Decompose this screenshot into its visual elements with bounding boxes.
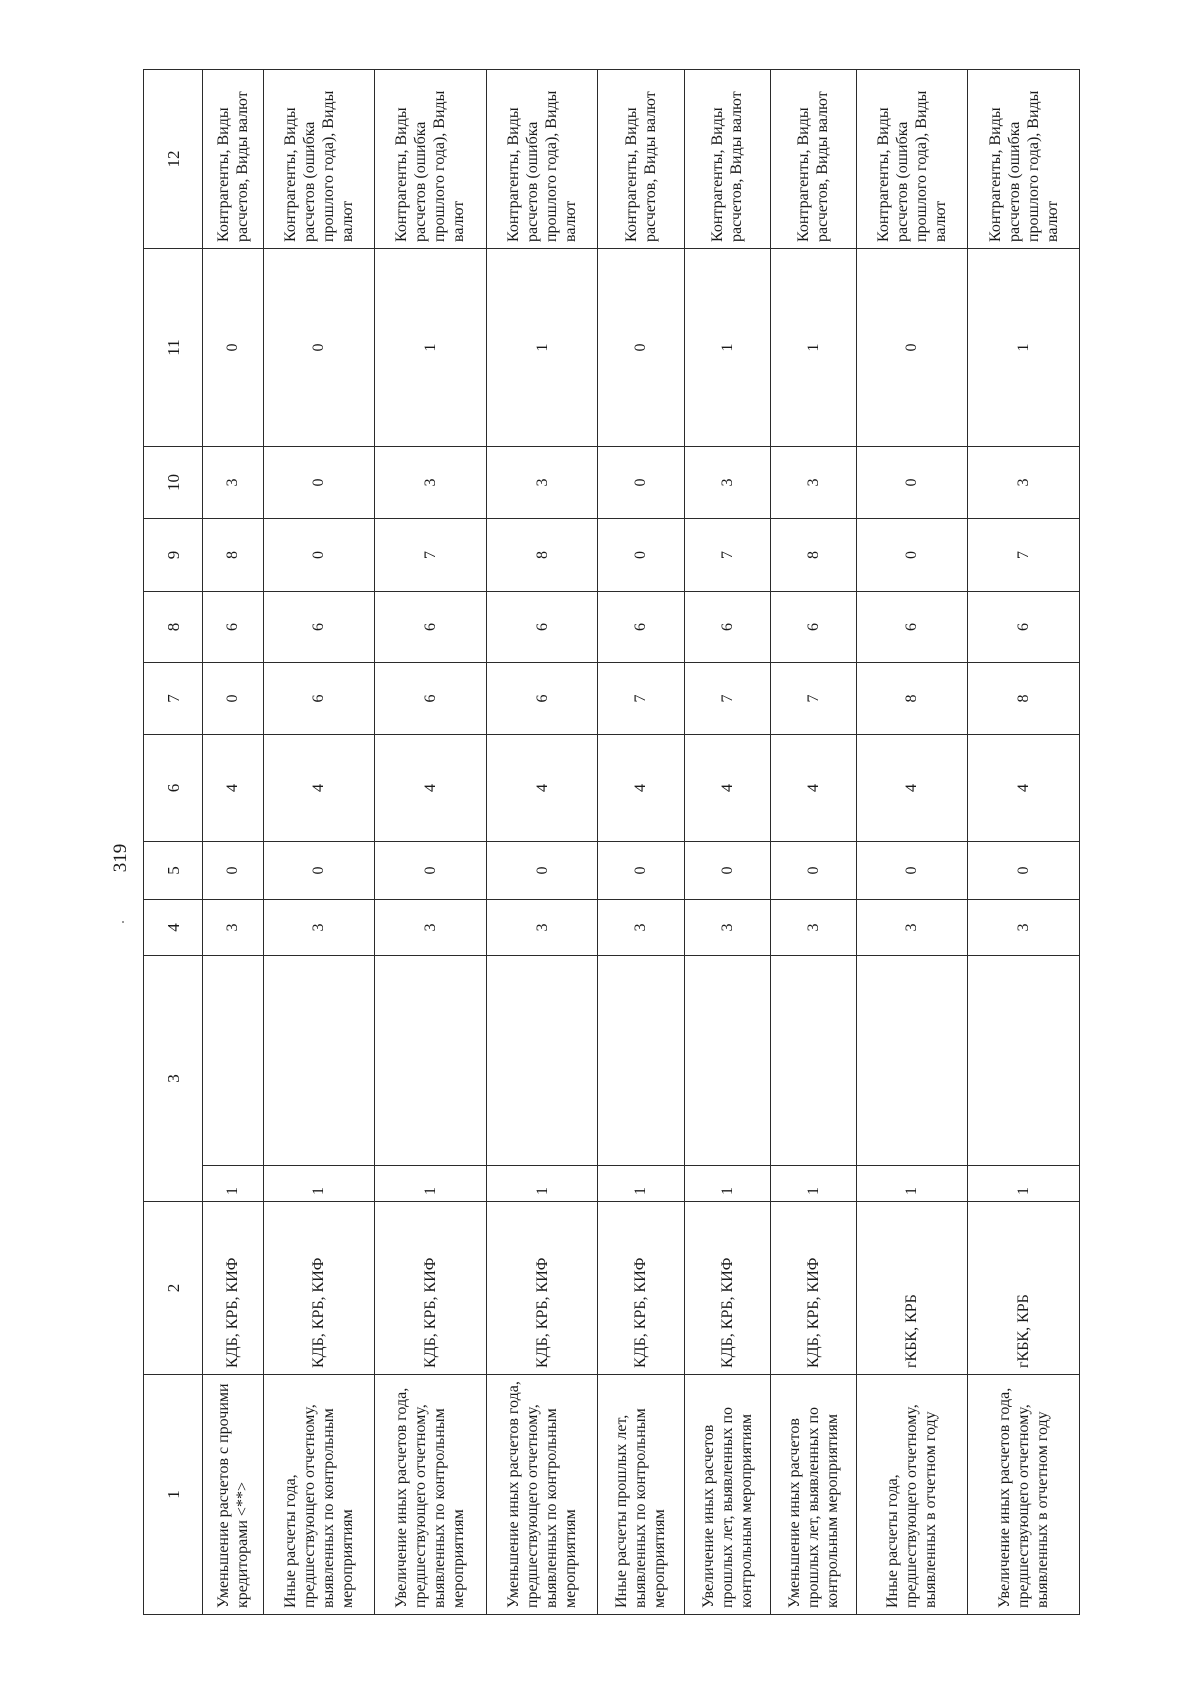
table-cell: Контрагенты, Виды расчетов (ошибка прошлого года), Виды валют [375, 70, 487, 249]
table-cell: Контрагенты, Виды расчетов, Виды валют [684, 70, 770, 249]
table-cell: 4 [968, 735, 1080, 842]
table-row [486, 70, 598, 1615]
table-cell: 3 [375, 900, 487, 956]
table-row [856, 70, 968, 1615]
table-cell: 0 [598, 842, 684, 900]
table-cell: 4 [598, 735, 684, 842]
table-cell: 7 [968, 519, 1080, 592]
column-header-4: 4 [144, 900, 203, 956]
table-cell: 7 [684, 663, 770, 735]
table-header-row [144, 70, 203, 1615]
column-header-3: 3 [144, 956, 203, 1202]
table-cell: 1 [684, 249, 770, 447]
table-cell: 3 [770, 900, 856, 956]
table-cell [375, 956, 487, 1166]
table-cell: 0 [598, 519, 684, 592]
table-cell: 1 [486, 249, 598, 447]
table-cell: 6 [856, 592, 968, 663]
accounting-table [143, 69, 1080, 1615]
table-cell: 8 [770, 519, 856, 592]
table-cell: 3 [968, 447, 1080, 519]
table-cell: 3 [203, 900, 264, 956]
table-cell: 0 [598, 249, 684, 447]
table-cell: 1 [375, 249, 487, 447]
table-cell: 1 [486, 1166, 598, 1202]
table-cell: 8 [968, 663, 1080, 735]
table-cell: 1 [856, 1166, 968, 1202]
table-cell: 3 [684, 900, 770, 956]
table-cell: 6 [486, 592, 598, 663]
table-cell: 1 [684, 1166, 770, 1202]
table-row [968, 70, 1080, 1615]
table-cell [770, 956, 856, 1166]
column-header-1: 1 [144, 1375, 203, 1615]
table-cell: 4 [263, 735, 375, 842]
table-cell [968, 956, 1080, 1166]
table-cell: 7 [598, 663, 684, 735]
column-header-10: 10 [144, 447, 203, 519]
column-header-6: 6 [144, 735, 203, 842]
table-cell: 6 [263, 663, 375, 735]
table-cell: 3 [375, 447, 487, 519]
table-cell: Контрагенты, Виды расчетов (ошибка прошлого года), Виды валют [486, 70, 598, 249]
table-cell: 4 [856, 735, 968, 842]
table-cell [684, 956, 770, 1166]
table-row [203, 70, 264, 1615]
table-cell: 4 [770, 735, 856, 842]
table-cell: Уменьшение иных расчетов прошлых лет, выявленных по контрольным мероприятиям [770, 1375, 856, 1615]
table-cell: Увеличение иных расчетов года, предшествующего отчетному, выявленных по контрольным мероприятиям [375, 1375, 487, 1615]
table-row [263, 70, 375, 1615]
table-cell: 4 [203, 735, 264, 842]
table-cell: 3 [856, 900, 968, 956]
table-cell [598, 956, 684, 1166]
table-cell [856, 956, 968, 1166]
table-cell: 6 [684, 592, 770, 663]
table-cell: 0 [856, 842, 968, 900]
table-cell: 1 [598, 1166, 684, 1202]
table-cell: Уменьшение расчетов с прочими кредиторами <**> [203, 1375, 264, 1615]
table-cell: КДБ, КРБ, КИФ [375, 1202, 487, 1375]
column-header-8: 8 [144, 592, 203, 663]
table-cell: КДБ, КРБ, КИФ [770, 1202, 856, 1375]
table-cell: 6 [203, 592, 264, 663]
table-cell: 0 [856, 447, 968, 519]
table-cell: 0 [968, 842, 1080, 900]
table-cell: 3 [486, 447, 598, 519]
table-cell: Контрагенты, Виды расчетов, Виды валют [770, 70, 856, 249]
table-row [375, 70, 487, 1615]
scan-speck [122, 921, 124, 923]
table-cell: 4 [375, 735, 487, 842]
table-cell: 7 [375, 519, 487, 592]
table-cell: 0 [203, 842, 264, 900]
column-header-9: 9 [144, 519, 203, 592]
table-cell: 3 [968, 900, 1080, 956]
table-cell: Иные расчеты года, предшествующего отчетному, выявленных по контрольным мероприятиям [263, 1375, 375, 1615]
table-cell: 0 [375, 842, 487, 900]
table-row [598, 70, 684, 1615]
table-cell: Контрагенты, Виды расчетов (ошибка прошлого года), Виды валют [263, 70, 375, 249]
table-cell: 4 [684, 735, 770, 842]
table-cell: Увеличение иных расчетов года, предшествующего отчетному, выявленных в отчетном году [968, 1375, 1080, 1615]
table-cell: гКБК, КРБ [856, 1202, 968, 1375]
table-cell: 0 [263, 842, 375, 900]
table-cell: 0 [203, 663, 264, 735]
table-cell: Увеличение иных расчетов прошлых лет, выявленных по контрольным мероприятиям [684, 1375, 770, 1615]
table-cell: 6 [598, 592, 684, 663]
table-cell: гКБК, КРБ [968, 1202, 1080, 1375]
table-cell: 1 [263, 1166, 375, 1202]
column-header-11: 11 [144, 249, 203, 447]
table-cell: 1 [375, 1166, 487, 1202]
table-row [770, 70, 856, 1615]
table-cell: 3 [263, 900, 375, 956]
table-cell: 1 [770, 1166, 856, 1202]
table-cell: 0 [486, 842, 598, 900]
column-header-5: 5 [144, 842, 203, 900]
table-cell: 0 [684, 842, 770, 900]
table-cell: 1 [968, 249, 1080, 447]
table-cell: КДБ, КРБ, КИФ [684, 1202, 770, 1375]
table-cell: КДБ, КРБ, КИФ [486, 1202, 598, 1375]
table-cell: Контрагенты, Виды расчетов (ошибка прошлого года), Виды валют [968, 70, 1080, 249]
table-cell: 0 [856, 249, 968, 447]
table-cell: 7 [684, 519, 770, 592]
rotated-table-container [143, 69, 1080, 1615]
table-cell: 1 [968, 1166, 1080, 1202]
table-cell: 0 [263, 447, 375, 519]
table-cell: 7 [770, 663, 856, 735]
table-cell: 0 [770, 842, 856, 900]
table-cell: 6 [375, 592, 487, 663]
table-cell: КДБ, КРБ, КИФ [598, 1202, 684, 1375]
table-cell: 6 [263, 592, 375, 663]
table-cell: КДБ, КРБ, КИФ [203, 1202, 264, 1375]
table-cell: 6 [770, 592, 856, 663]
table-cell: 0 [598, 447, 684, 519]
table-body [203, 70, 1080, 1615]
table-cell: 8 [203, 519, 264, 592]
table-cell: Иные расчеты прошлых лет, выявленных по контрольным мероприятиям [598, 1375, 684, 1615]
column-header-12: 12 [144, 70, 203, 249]
table-cell: 3 [486, 900, 598, 956]
table-cell: КДБ, КРБ, КИФ [263, 1202, 375, 1375]
table-cell: 6 [968, 592, 1080, 663]
table-cell: 6 [486, 663, 598, 735]
table-cell: 8 [486, 519, 598, 592]
table-cell: Контрагенты, Виды расчетов, Виды валют [203, 70, 264, 249]
table-cell: 6 [375, 663, 487, 735]
table-cell [203, 956, 264, 1166]
table-cell: Контрагенты, Виды расчетов (ошибка прошлого года), Виды валют [856, 70, 968, 249]
table-cell: 3 [598, 900, 684, 956]
column-header-7: 7 [144, 663, 203, 735]
table-cell: 0 [263, 519, 375, 592]
table-cell [263, 956, 375, 1166]
table-row [684, 70, 770, 1615]
table-cell: 3 [770, 447, 856, 519]
column-header-2: 2 [144, 1202, 203, 1375]
table-cell: 4 [486, 735, 598, 842]
table-cell: 3 [203, 447, 264, 519]
table-cell: 0 [856, 519, 968, 592]
table-cell: 1 [203, 1166, 264, 1202]
table-cell: Контрагенты, Виды расчетов, Виды валют [598, 70, 684, 249]
table-cell [486, 956, 598, 1166]
table-cell: Уменьшение иных расчетов года, предшествующего отчетному, выявленных по контрольным мероприятиям [486, 1375, 598, 1615]
table-cell: 0 [263, 249, 375, 447]
table-cell: 3 [684, 447, 770, 519]
page-number: 319 [110, 843, 131, 873]
table-cell: 8 [856, 663, 968, 735]
table-cell: Иные расчеты года, предшествующего отчетному, выявленных в отчетном году [856, 1375, 968, 1615]
table-cell: 0 [203, 249, 264, 447]
table-cell: 1 [770, 249, 856, 447]
